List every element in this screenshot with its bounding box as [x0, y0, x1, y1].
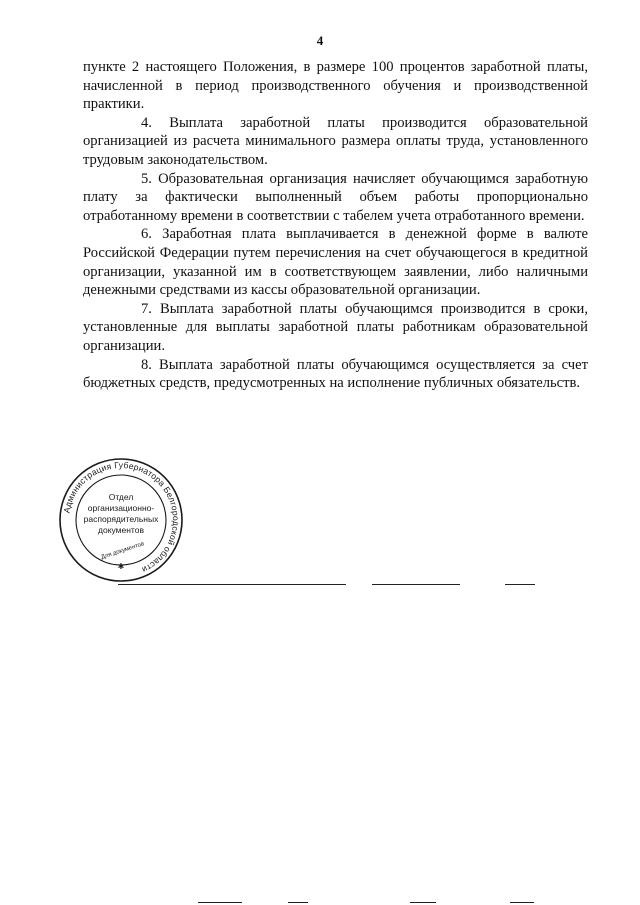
paragraph-4: 4. Выплата заработной платы производится образовательной организацией из расчета минимального размера оплаты труда, установленного трудовым законодательством.: [83, 114, 588, 168]
document-body: [83, 58, 588, 393]
paragraph-5: 5. Образовательная организация начисляет обучающимся заработную плату за фактически выполненный объем работы пропорционально отработанному времени в соответствии с табелем учета отработанного времени.: [83, 170, 588, 224]
stamp-star-icon: ✱: [117, 562, 125, 571]
stamp-line-3: распорядительных: [83, 514, 159, 524]
stamp-line-2: организационно-: [87, 503, 155, 513]
official-stamp: [57, 456, 185, 584]
page-number: 4: [316, 33, 324, 48]
stamp-line-4: документов: [98, 525, 144, 535]
paragraph-8: 8. Выплата заработной платы обучающимся осуществляется за счет бюджетных средств, предусмотренных на исполнение публичных обязательств.: [83, 356, 588, 392]
scan-line: [118, 584, 346, 585]
paragraph-6: 6. Заработная плата выплачивается в денежной форме в валюте Российской Федерации путем перечисления на счет обучающегося в кредитной организации, указанной им в соответствующем заявлении, либо наличными денежными средствами из кассы образовательной организации.: [83, 226, 588, 299]
paragraph-continuation: пункте 2 настоящего Положения, в размере 100 процентов заработной платы, начисленной в период производственного обучения и производственной практики.: [83, 59, 588, 113]
footer-line: [198, 902, 242, 903]
footer-line: [510, 902, 534, 903]
stamp-bottom-text: Для документов: [100, 541, 145, 561]
footer-line: [410, 902, 436, 903]
scan-line: [505, 584, 535, 585]
footer-line: [288, 902, 308, 903]
scan-line: [372, 584, 460, 585]
stamp-line-1: Отдел: [108, 492, 134, 502]
paragraph-7: 7. Выплата заработной платы обучающимся производится в сроки, установленные для выплаты заработной платы работникам образовательной организации.: [83, 300, 588, 354]
stamp-outer-text: Администрация Губернатора Белгородской области: [61, 459, 182, 576]
